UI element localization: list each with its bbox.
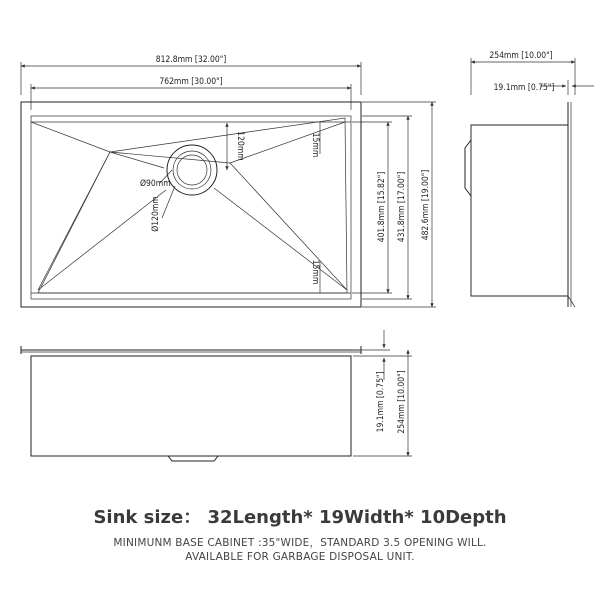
drain-inner-circle <box>173 151 211 189</box>
top-view <box>21 55 436 307</box>
top-outer-width-label: 812.8mm [32.00"] <box>155 55 227 65</box>
front-view <box>21 330 412 461</box>
cabinet-note-line1: MINIMUNM BASE CABINET :35"WIDE，STANDARD 3.5 OPENING WILL. <box>113 537 487 549</box>
mid-length-label: 431.8mm [17.00"] <box>397 171 407 243</box>
front-depth-label: 254mm [10.00"] <box>397 370 407 434</box>
sink-size-title: Sink size： 32Length* 19Width* 10Depth <box>93 507 507 528</box>
lip-top-label: 15mm <box>310 132 320 158</box>
front-flange-label: 19.1mm [0.75"] <box>376 371 386 433</box>
top-view-inner-bowl <box>31 116 351 299</box>
drain-outer-label: Ø120mm <box>151 196 161 232</box>
top-inner-width-label: 762mm [30.00"] <box>159 77 223 87</box>
front-view-drain <box>168 456 218 461</box>
cabinet-note-line2: AVAILABLE FOR GARBAGE DISPOSAL UNIT. <box>185 551 415 563</box>
inner-length-label: 401.8mm [15.82"] <box>377 171 387 243</box>
side-view-body <box>471 125 568 296</box>
drain-inner-label: Ø90mm <box>140 179 171 189</box>
side-flange-label: 19.1mm [0.75"] <box>493 83 555 93</box>
front-view-body <box>31 356 351 456</box>
side-view <box>465 51 594 307</box>
side-depth-label: 254mm [10.00"] <box>489 51 553 61</box>
drain-offset-label: 120mm <box>235 131 245 161</box>
top-view-basin-floor <box>38 118 347 293</box>
lip-bottom-label: 15mm <box>310 259 320 285</box>
top-view-outer-rim <box>21 102 361 307</box>
outer-length-label: 482.6mm [19.00"] <box>421 169 431 241</box>
